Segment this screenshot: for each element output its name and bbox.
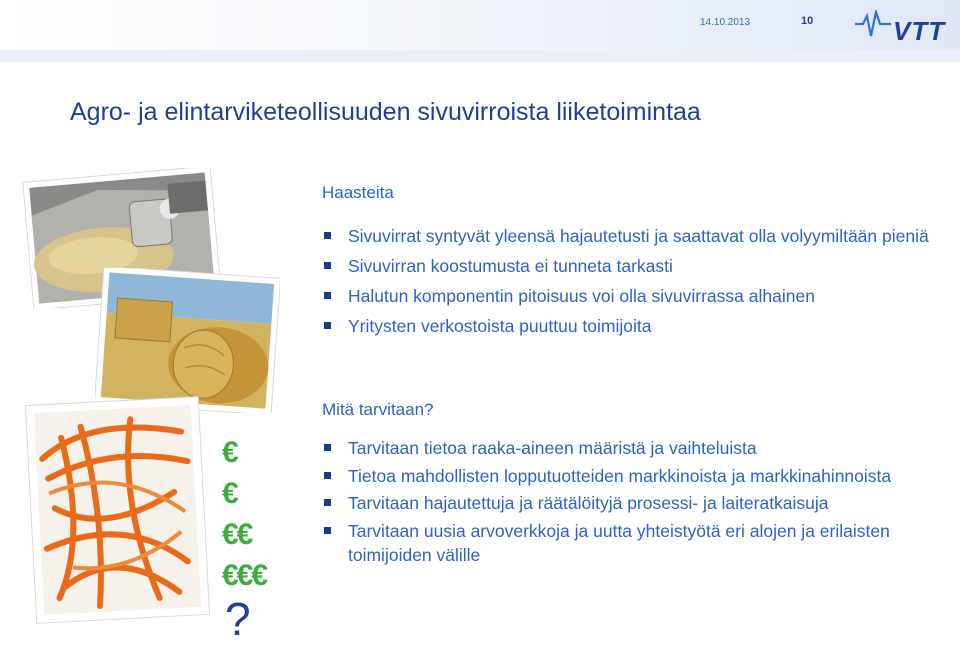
page-number: 10 <box>801 15 814 27</box>
slide-title: Agro- ja elintarviketeollisuuden sivuvirroista liiketoimintaa <box>70 98 701 126</box>
bullet-square-icon <box>324 292 331 299</box>
list-item: Tarvitaan uusia arvoverkkoja ja uutta yhteistyötä eri alojen ja erilaisten toimijoiden välille <box>322 519 952 568</box>
bullet-square-icon <box>324 472 331 479</box>
list-item: Sivuvirrat syntyvät yleensä hajautetusti ja saattavat olla volyymiltään pieniä <box>322 224 952 248</box>
slide-date: 14.10.2013 <box>700 17 751 28</box>
header-bar <box>0 0 960 62</box>
list-item: Sivuvirran koostumusta ei tunneta tarkasti <box>322 254 952 278</box>
section-heading-challenges: Haasteita <box>322 183 394 202</box>
carrot-peel-photo <box>25 395 210 625</box>
challenges-list <box>322 224 952 344</box>
euro-level-1: € <box>222 436 237 469</box>
bullet-square-icon <box>324 322 331 329</box>
list-item: Yritysten verkostoista puuttuu toimijoita <box>322 314 952 338</box>
hay-bales-photo <box>95 268 280 413</box>
bullet-square-icon <box>324 499 331 506</box>
bullet-square-icon <box>324 262 331 269</box>
bullet-square-icon <box>324 232 331 239</box>
euro-level-2: € <box>222 477 237 510</box>
list-item: Halutun komponentin pitoisuus voi olla sivuvirrassa alhainen <box>322 284 952 308</box>
header-band <box>0 0 960 50</box>
euro-level-3: €€ <box>222 518 252 551</box>
question-mark: ? <box>225 593 251 645</box>
list-item: Tarvitaan hajautettuja ja räätälöityjä prosessi- ja laiteratkaisuja <box>322 491 952 516</box>
bullet-square-icon <box>324 527 331 534</box>
list-item: Tarvitaan tietoa raaka-aineen määristä ja vaihteluista <box>322 436 952 461</box>
euro-level-4: €€€ <box>222 559 267 592</box>
section-heading-needs: Mitä tarvitaan? <box>322 400 434 419</box>
bullet-square-icon <box>324 444 331 451</box>
vtt-logo <box>853 10 948 46</box>
list-item: Tietoa mahdollisten lopputuotteiden markkinoista ja markkinahinnoista <box>322 464 952 489</box>
svg-text:VTT: VTT <box>893 16 946 46</box>
needs-list <box>322 436 952 571</box>
